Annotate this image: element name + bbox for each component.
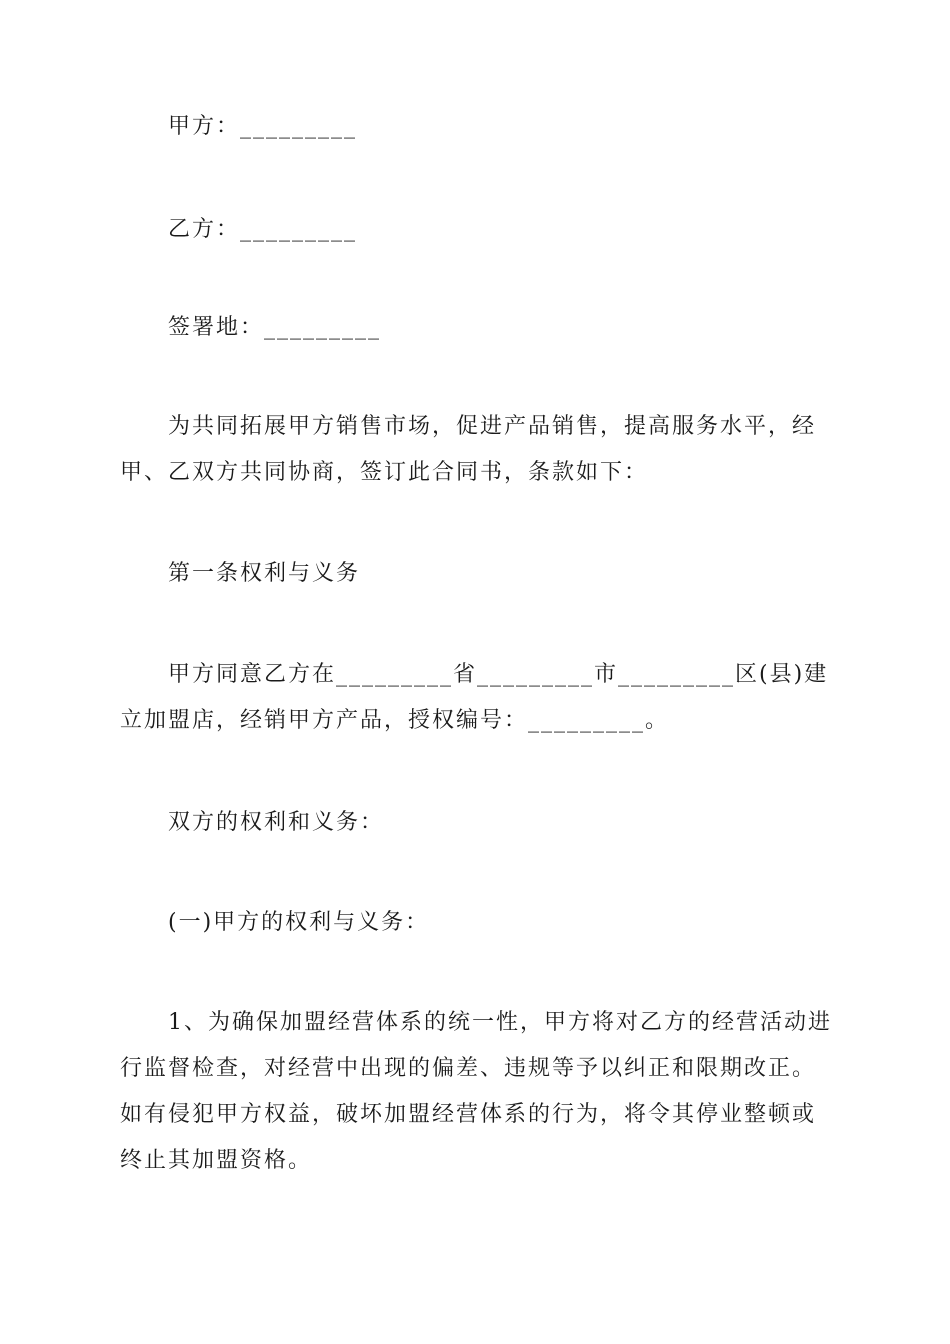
article-1-title: 第一条权利与义务 xyxy=(168,561,361,586)
sign-place-line: 签署地：_________ xyxy=(168,315,382,340)
item-1-paragraph: 1、为确保加盟经营体系的统一性，甲方将对乙方的经营活动进行监督检查，对经营中出现的偏差、违规等予以纠正和限期改正。如有侵犯甲方权益，破坏加盟经营体系的行为，将令其停业整顿或终止其加盟资格。 xyxy=(120,1010,832,1173)
party-a-rights-heading: (一)甲方的权利与义务： xyxy=(168,910,430,935)
intro-paragraph: 为共同拓展甲方销售市场，促进产品销售，提高服务水平，经甲、乙双方共同协商，签订此合同书，条款如下： xyxy=(120,414,817,485)
rights-heading: 双方的权利和义务： xyxy=(168,810,385,835)
grant-paragraph: 甲方同意乙方在_________省_________市_________区(县)建立加盟店，经销甲方产品，授权编号：_________。 xyxy=(120,662,829,733)
party-b-line: 乙方：_________ xyxy=(168,217,358,242)
party-a-line: 甲方：_________ xyxy=(168,114,358,139)
